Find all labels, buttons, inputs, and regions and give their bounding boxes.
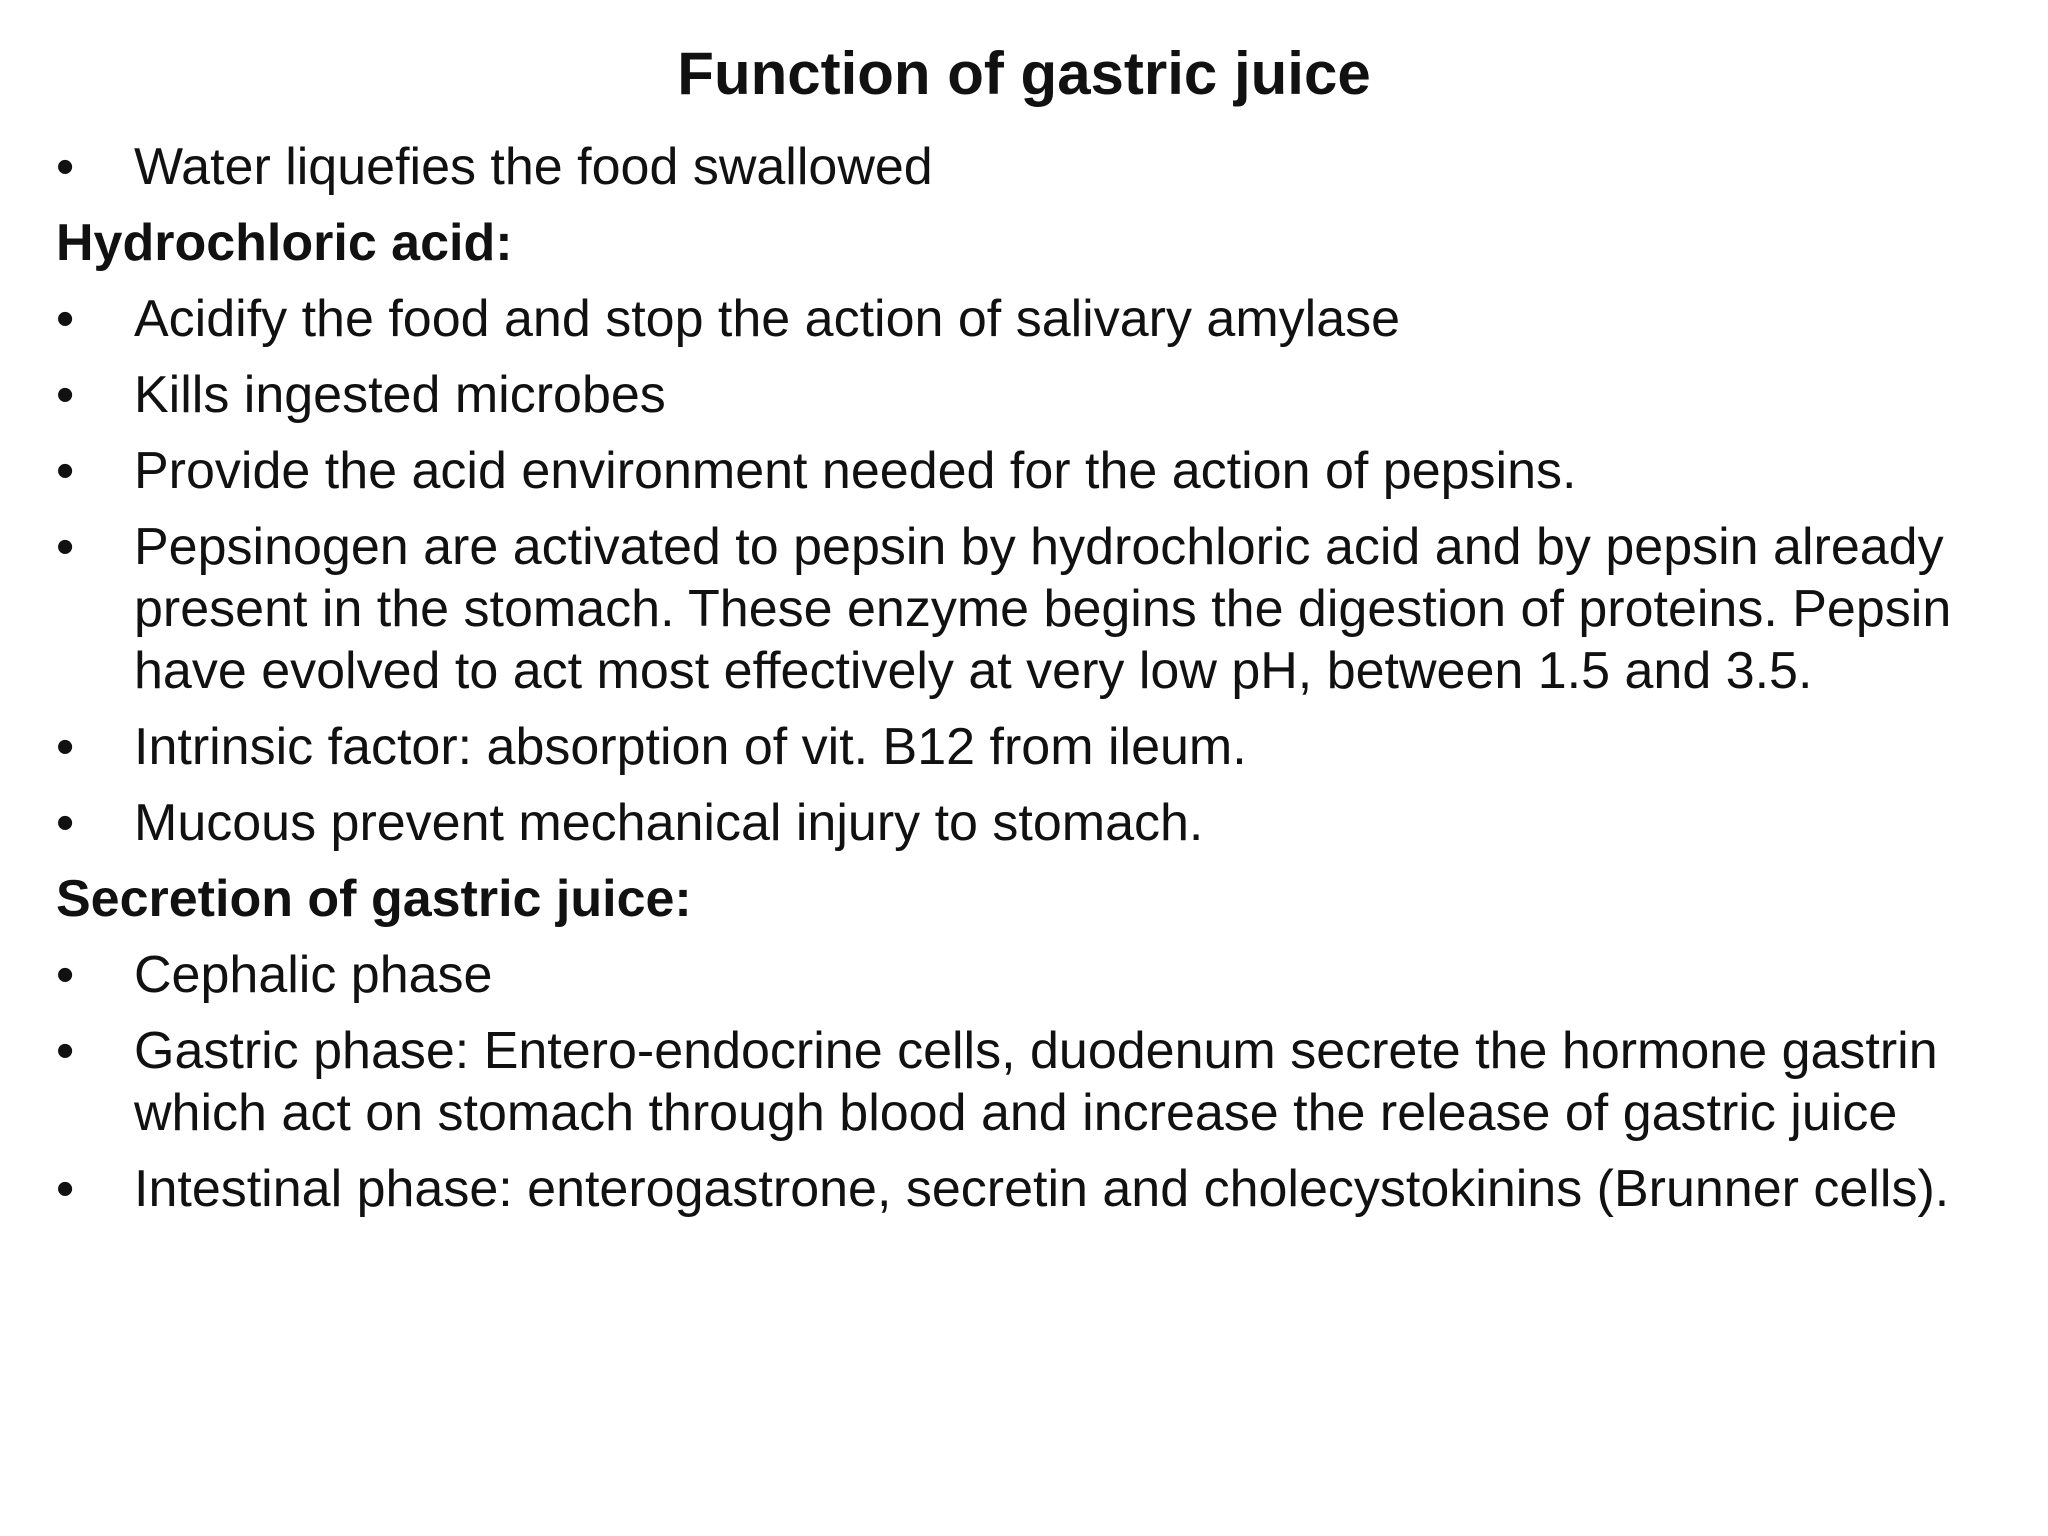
bullet-icon: • bbox=[56, 946, 75, 1004]
bullet-text: Water liquefies the food swallowed bbox=[134, 138, 933, 196]
bullet-text: Cephalic phase bbox=[134, 946, 493, 1004]
bullet-icon: • bbox=[56, 290, 75, 348]
list-item bbox=[56, 1020, 2006, 1144]
bullet-text: Pepsinogen are activated to pepsin by hydrochloric acid and by pepsin already present in the stomach. These enzyme begins the digestion of proteins. Pepsin have evolved to act most effectively at very low pH, between 1.5 and 3.5. bbox=[134, 518, 1952, 700]
list-item bbox=[56, 516, 2006, 702]
section-heading-hydrochloric-acid: Hydrochloric acid: bbox=[56, 214, 513, 272]
bullet-icon: • bbox=[56, 718, 75, 776]
list-item bbox=[56, 1158, 2006, 1220]
bullet-icon: • bbox=[56, 1160, 75, 1218]
bullet-text: Mucous prevent mechanical injury to stomach. bbox=[134, 794, 1204, 852]
list-item bbox=[56, 792, 2006, 854]
list-item bbox=[56, 440, 2006, 502]
section-heading-secretion: Secretion of gastric juice: bbox=[56, 870, 692, 928]
list-item bbox=[56, 364, 2006, 426]
list-item bbox=[56, 288, 2006, 350]
slide-content bbox=[56, 136, 2006, 1234]
slide-title: Function of gastric juice bbox=[677, 40, 1371, 107]
bullet-icon: • bbox=[56, 366, 75, 424]
bullet-text: Intestinal phase: enterogastrone, secretin and cholecystokinins (Brunner cells). bbox=[134, 1160, 1950, 1218]
list-item bbox=[56, 716, 2006, 778]
bullet-text: Gastric phase: Entero-endocrine cells, duodenum secrete the hormone gastrin which act on stomach through blood and increase the release of gastric juice bbox=[134, 1022, 1938, 1142]
bullet-text: Kills ingested microbes bbox=[134, 366, 666, 424]
bullet-icon: • bbox=[56, 518, 75, 576]
bullet-text: Provide the acid environment needed for the action of pepsins. bbox=[134, 442, 1577, 500]
bullet-text: Intrinsic factor: absorption of vit. B12 from ileum. bbox=[134, 718, 1247, 776]
list-item bbox=[56, 944, 2006, 1006]
bullet-icon: • bbox=[56, 442, 75, 500]
bullet-icon: • bbox=[56, 138, 75, 196]
bullet-icon: • bbox=[56, 1022, 75, 1080]
bullet-text: Acidify the food and stop the action of salivary amylase bbox=[134, 290, 1401, 348]
list-item bbox=[56, 136, 2006, 198]
bullet-icon: • bbox=[56, 794, 75, 852]
